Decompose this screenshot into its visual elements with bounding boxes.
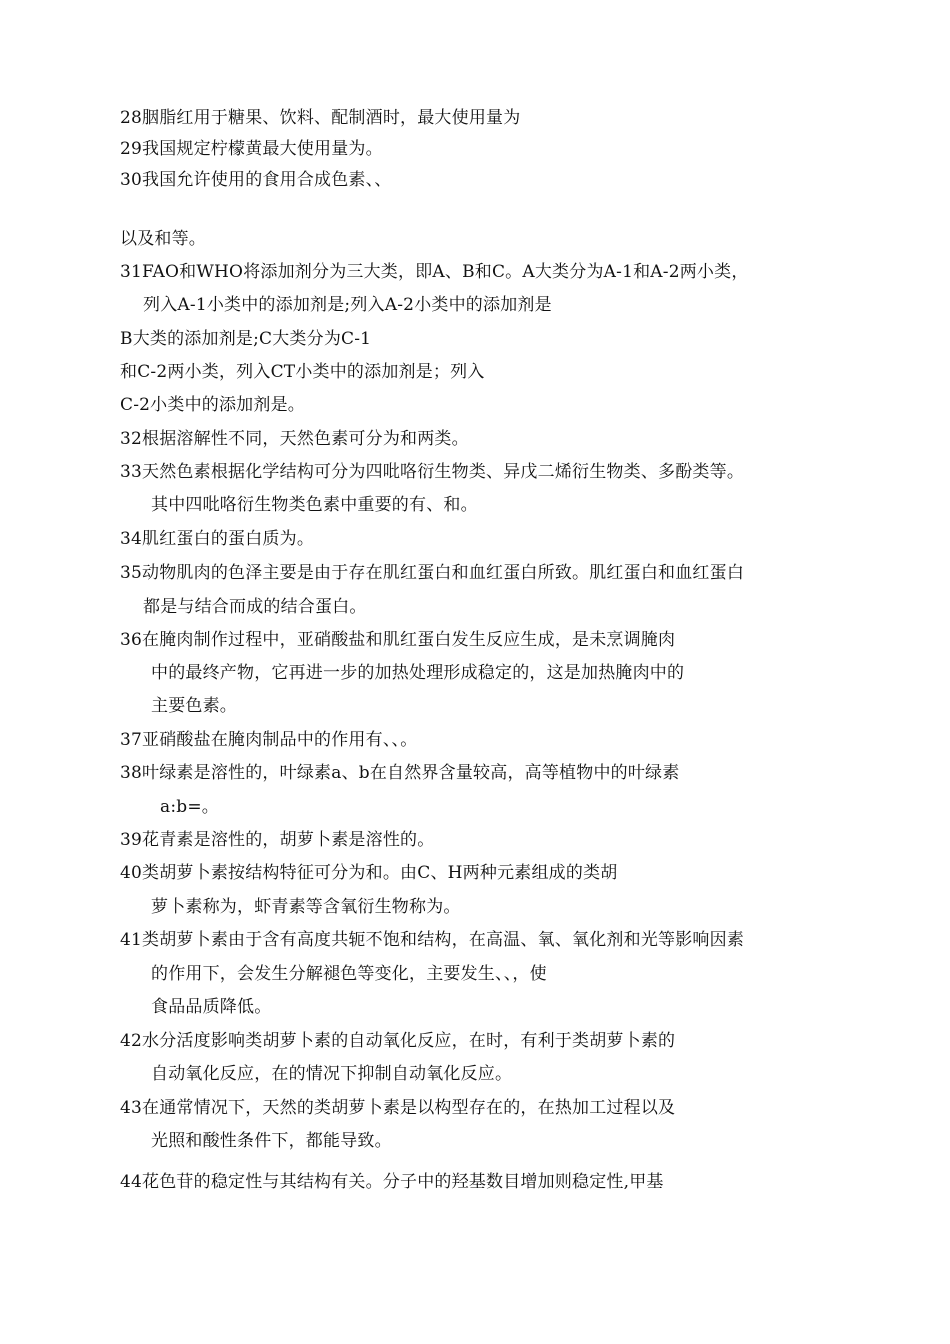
text-line: 自动氧化反应，在的情况下抑制自动氧化反应。 <box>151 1064 513 1084</box>
text-line: 光照和酸性条件下，都能导致。 <box>151 1131 392 1151</box>
text-line: 食品品质降低。 <box>151 997 272 1017</box>
text-line: 萝卜素称为，虾青素等含氧衍生物称为。 <box>151 897 461 917</box>
text-line: 的作用下，会发生分解褪色等变化，主要发生、、，使 <box>151 964 547 984</box>
text-line: 38叶绿素是溶性的，叶绿素a、b在自然界含量较高，高等植物中的叶绿素 <box>120 763 680 783</box>
text-line: 32根据溶解性不同，天然色素可分为和两类。 <box>120 429 469 449</box>
text-line: 37亚硝酸盐在腌肉制品中的作用有、、。 <box>120 730 418 750</box>
text-line: 44花色苷的稳定性与其结构有关。分子中的羟基数目增加则稳定性,甲基 <box>120 1172 664 1192</box>
text-line: 其中四吡咯衍生物类色素中重要的有、和。 <box>151 495 478 515</box>
text-line: 36在腌肉制作过程中，亚硝酸盐和肌红蛋白发生反应生成，是未烹调腌肉 <box>120 630 676 650</box>
text-line: 33天然色素根据化学结构可分为四吡咯衍生物类、异戊二烯衍生物类、多酚类等。 <box>120 462 745 482</box>
text-line: 和C-2两小类，列入CT小类中的添加剂是；列入 <box>120 362 485 382</box>
text-line: 28胭脂红用于糖果、饮料、配制酒时，最大使用量为 <box>120 108 521 128</box>
text-line: 29我国规定柠檬黄最大使用量为。 <box>120 139 383 159</box>
text-line: 42水分活度影响类胡萝卜素的自动氧化反应，在时，有利于类胡萝卜素的 <box>120 1031 676 1051</box>
text-line: 30我国允许使用的食用合成色素、、 <box>120 170 392 190</box>
text-line: 主要色素。 <box>151 696 237 716</box>
text-line: 31FAO和WHO将添加剂分为三大类，即A、B和C。A大类分为A-1和A-2两小类， <box>120 262 749 282</box>
text-line: a:b=。 <box>160 797 219 817</box>
text-line: 43在通常情况下，天然的类胡萝卜素是以构型存在的，在热加工过程以及 <box>120 1098 676 1118</box>
text-line: 41类胡萝卜素由于含有高度共轭不饱和结构，在高温、氧、氧化剂和光等影响因素 <box>120 930 745 950</box>
text-line: 39花青素是溶性的，胡萝卜素是溶性的。 <box>120 830 435 850</box>
text-line: 都是与结合而成的结合蛋白。 <box>143 597 367 617</box>
text-line: 35动物肌肉的色泽主要是由于存在肌红蛋白和血红蛋白所致。肌红蛋白和血红蛋白 <box>120 563 745 583</box>
text-line: 中的最终产物，它再进一步的加热处理形成稳定的，这是加热腌肉中的 <box>151 663 685 683</box>
text-line: 40类胡萝卜素按结构特征可分为和。由C、H两种元素组成的类胡 <box>120 863 618 883</box>
text-line: C-2小类中的添加剂是。 <box>120 395 305 415</box>
text-line: 列入A-1小类中的添加剂是;列入A-2小类中的添加剂是 <box>143 295 552 315</box>
text-line: B大类的添加剂是;C大类分为C-1 <box>120 329 372 349</box>
text-line: 以及和等。 <box>120 229 206 249</box>
text-line: 34肌红蛋白的蛋白质为。 <box>120 529 315 549</box>
